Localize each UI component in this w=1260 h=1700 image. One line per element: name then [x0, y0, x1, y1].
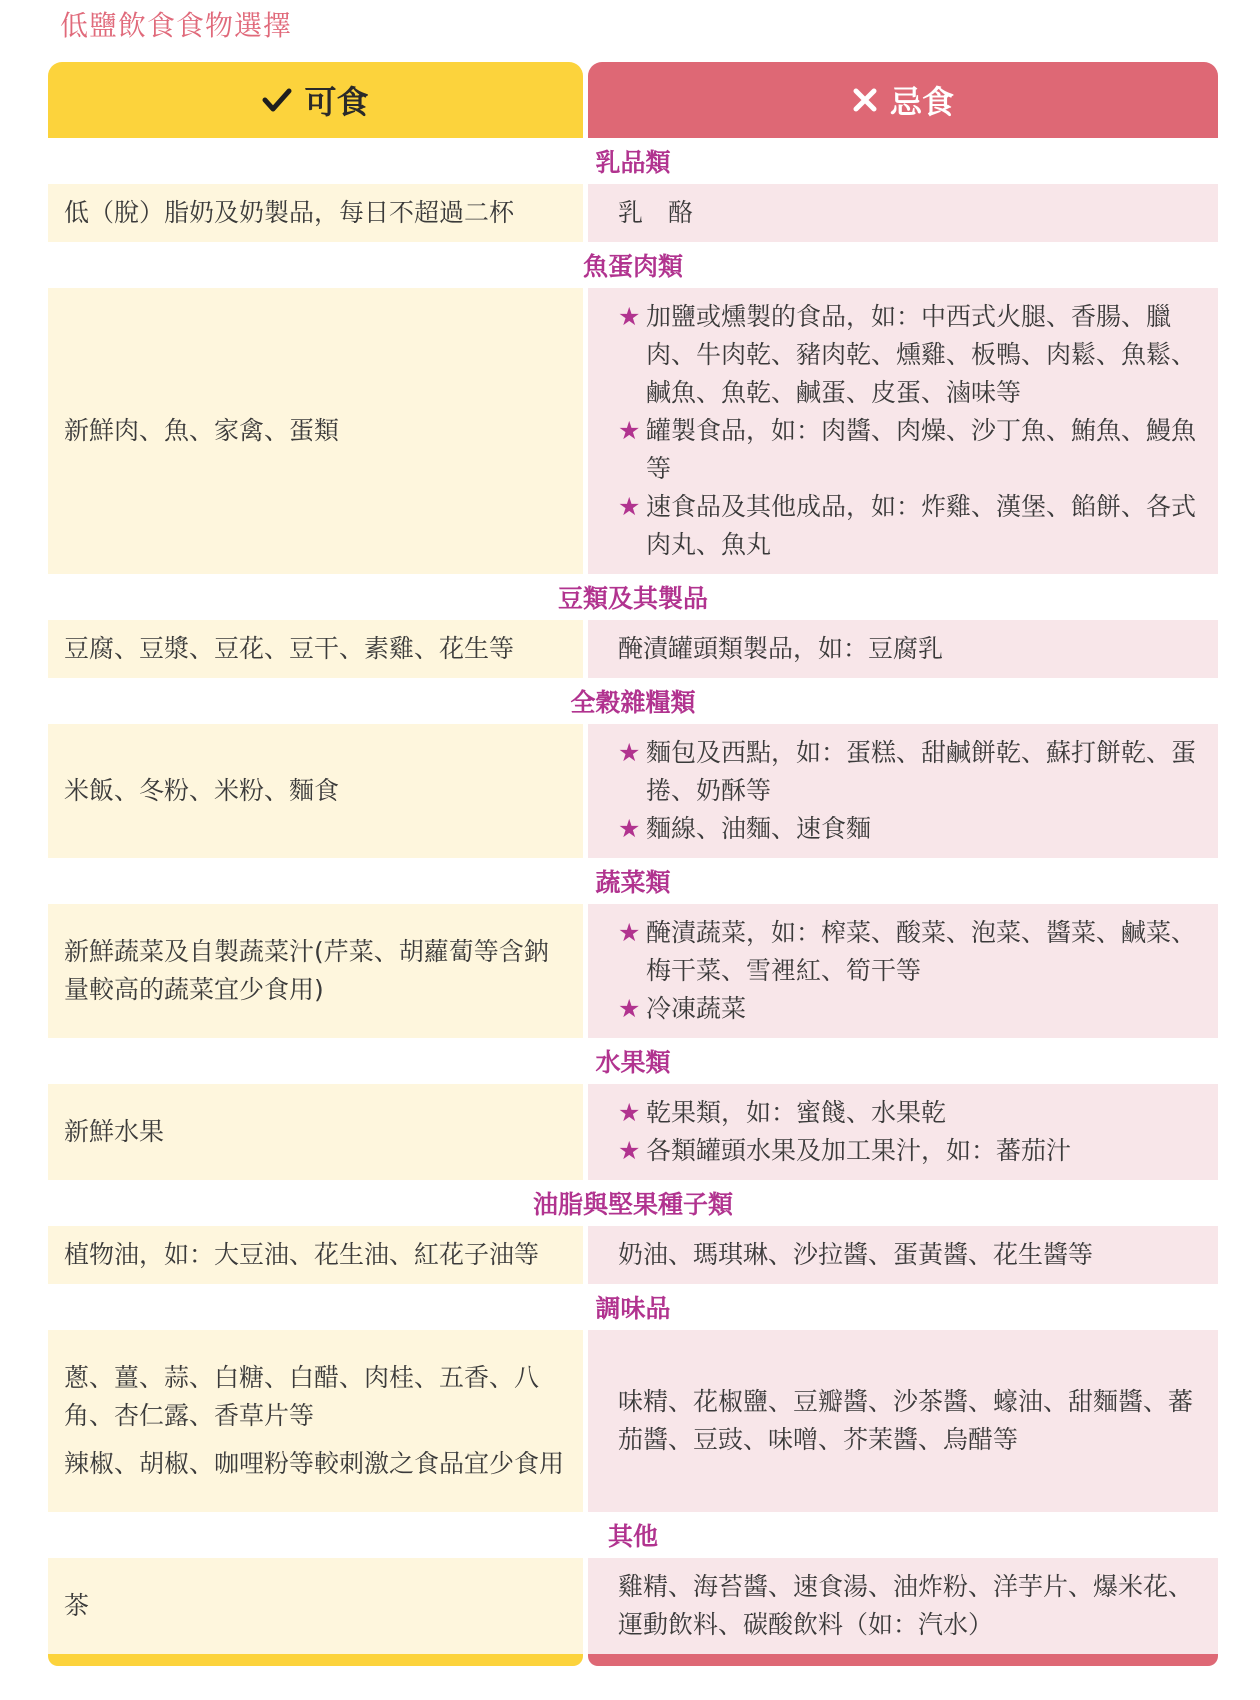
allowed-cell	[48, 904, 583, 1038]
avoid-cell	[588, 1558, 1218, 1654]
allowed-cell	[48, 1558, 583, 1654]
allowed-item: 低（脫）脂奶及奶製品，每日不超過二杯	[64, 198, 515, 227]
table-row	[48, 1226, 1218, 1284]
allowed-header-label: 可食	[304, 83, 369, 121]
table-row	[48, 904, 1218, 1038]
star-icon: ★	[618, 918, 641, 947]
avoid-item	[618, 298, 1204, 412]
avoid-item	[618, 194, 1204, 232]
avoid-item	[618, 1132, 1204, 1170]
category-heading: 魚蛋肉類	[48, 242, 1218, 288]
table-row	[48, 1330, 1218, 1512]
category-heading: 其他	[48, 1512, 1218, 1558]
star-icon: ★	[618, 1136, 641, 1165]
category-heading: 水果類	[48, 1038, 1218, 1084]
table-header	[48, 62, 1218, 138]
table-body	[48, 138, 1218, 1654]
allowed-item: 辣椒、胡椒、咖哩粉等較刺激之食品宜少食用	[64, 1449, 565, 1478]
avoid-item-text: 乾果類，如：蜜餞、水果乾	[646, 1098, 947, 1127]
category-heading: 全穀雜糧類	[48, 678, 1218, 724]
avoid-item-text: 速食品及其他成品，如：炸雞、漢堡、餡餅、各式肉丸、魚丸	[646, 492, 1197, 559]
avoid-item	[618, 1236, 1204, 1274]
avoid-header-label: 忌食	[889, 83, 954, 121]
avoid-item-text: 麵包及西點，如：蛋糕、甜鹹餅乾、蘇打餅乾、蛋捲、奶酥等	[646, 738, 1197, 805]
avoid-cell	[588, 184, 1218, 242]
allowed-cell	[48, 184, 583, 242]
allowed-item: 新鮮蔬菜及自製蔬菜汁(芹菜、胡蘿蔔等含鈉量較高的蔬菜宜少食用)	[64, 937, 549, 1004]
star-icon: ★	[618, 738, 641, 767]
avoid-item-text: 冷凍蔬菜	[646, 994, 747, 1023]
table-row	[48, 1558, 1218, 1654]
avoid-cell	[588, 1226, 1218, 1284]
category-heading: 蔬菜類	[48, 858, 1218, 904]
avoid-item	[618, 488, 1204, 564]
category-heading: 調味品	[48, 1284, 1218, 1330]
food-choice-table	[48, 62, 1218, 1666]
page-title: 低鹽飲食食物選擇	[60, 9, 293, 42]
allowed-footer-bar	[48, 1654, 583, 1666]
allowed-cell	[48, 724, 583, 858]
avoid-cell	[588, 724, 1218, 858]
avoid-item-text: 麵線、油麵、速食麵	[646, 814, 872, 843]
avoid-item-text: 醃漬罐頭類製品，如：豆腐乳	[618, 634, 944, 663]
allowed-item: 新鮮水果	[64, 1117, 165, 1146]
avoid-item	[618, 734, 1204, 810]
avoid-item	[618, 990, 1204, 1028]
allowed-cell	[48, 620, 583, 678]
allowed-item: 豆腐、豆漿、豆花、豆干、素雞、花生等	[64, 634, 515, 663]
allowed-cell	[48, 1084, 583, 1180]
avoid-item-text: 奶油、瑪琪琳、沙拉醬、蛋黃醬、花生醬等	[618, 1240, 1094, 1269]
allowed-cell	[48, 1330, 583, 1512]
category-heading: 乳品類	[48, 138, 1218, 184]
star-icon: ★	[618, 302, 641, 331]
avoid-cell	[588, 288, 1218, 574]
allowed-item: 米飯、冬粉、米粉、麵食	[64, 776, 340, 805]
table-row	[48, 288, 1218, 574]
star-icon: ★	[618, 994, 641, 1023]
x-icon	[852, 87, 878, 113]
table-row	[48, 1084, 1218, 1180]
table-row	[48, 620, 1218, 678]
avoid-cell	[588, 1330, 1218, 1512]
star-icon: ★	[618, 1098, 641, 1127]
star-icon: ★	[618, 416, 641, 445]
avoid-item-text: 味精、花椒鹽、豆瓣醬、沙茶醬、蠔油、甜麵醬、蕃茄醬、豆豉、味噌、芥茉醬、烏醋等	[618, 1387, 1194, 1454]
avoid-cell	[588, 1084, 1218, 1180]
avoid-item-text: 醃漬蔬菜，如：榨菜、酸菜、泡菜、醬菜、鹹菜、梅干菜、雪裡紅、筍干等	[646, 918, 1197, 985]
table-row	[48, 724, 1218, 858]
allowed-item: 茶	[64, 1591, 90, 1620]
allowed-item: 新鮮肉、魚、家禽、蛋類	[64, 416, 340, 445]
avoid-item-text: 加鹽或燻製的食品，如：中西式火腿、香腸、臘肉、牛肉乾、豬肉乾、燻雞、板鴨、肉鬆、魚鬆、鹹魚、魚乾、鹹蛋、皮蛋、滷味等	[646, 302, 1197, 407]
allowed-cell	[48, 288, 583, 574]
avoid-item	[618, 1094, 1204, 1132]
check-icon	[262, 87, 292, 113]
avoid-item-text: 乳 酪	[618, 198, 694, 227]
category-heading: 豆類及其製品	[48, 574, 1218, 620]
table-footer	[48, 1654, 1218, 1666]
allowed-item: 植物油，如：大豆油、花生油、紅花子油等	[64, 1240, 540, 1269]
avoid-item	[618, 810, 1204, 848]
category-heading: 油脂與堅果種子類	[48, 1180, 1218, 1226]
avoid-item	[618, 630, 1204, 668]
allowed-cell	[48, 1226, 583, 1284]
avoid-header	[588, 62, 1218, 138]
avoid-item	[618, 412, 1204, 488]
avoid-item	[618, 1383, 1204, 1459]
star-icon: ★	[618, 492, 641, 521]
allowed-item: 蔥、薑、蒜、白糖、白醋、肉桂、五香、八角、杏仁露、香草片等	[64, 1363, 540, 1430]
table-row	[48, 184, 1218, 242]
avoid-item-text: 雞精、海苔醬、速食湯、油炸粉、洋芋片、爆米花、運動飲料、碳酸飲料（如：汽水）	[618, 1572, 1194, 1639]
avoid-cell	[588, 904, 1218, 1038]
avoid-item-text: 罐製食品，如：肉醬、肉燥、沙丁魚、鮪魚、鰻魚等	[646, 416, 1197, 483]
avoid-footer-bar	[588, 1654, 1218, 1666]
allowed-header	[48, 62, 583, 138]
avoid-item	[618, 914, 1204, 990]
avoid-cell	[588, 620, 1218, 678]
star-icon: ★	[618, 814, 641, 843]
avoid-item-text: 各類罐頭水果及加工果汁，如：蕃茄汁	[646, 1136, 1072, 1165]
avoid-item	[618, 1568, 1204, 1644]
